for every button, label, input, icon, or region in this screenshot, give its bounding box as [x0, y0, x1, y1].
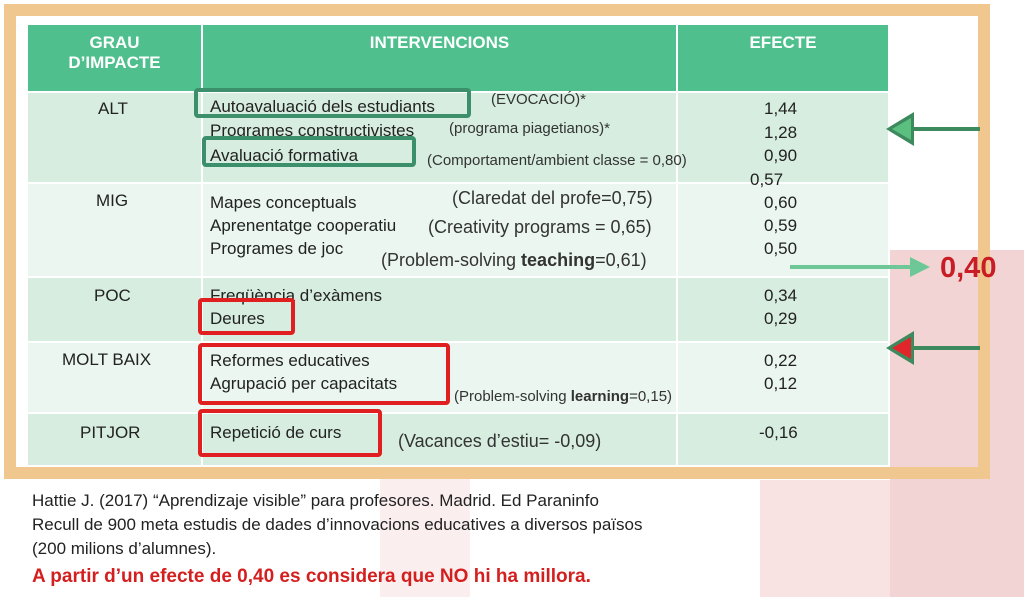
effect-value: 1,44	[764, 99, 798, 118]
intervention-item: Avaluació formativa	[210, 146, 359, 165]
effect-value: 0,34	[764, 286, 798, 305]
effect-value: 0,22	[764, 351, 798, 370]
note-text: =0,15)	[629, 388, 673, 405]
annotation-problem-solving-learning	[454, 388, 672, 405]
impact-table	[28, 25, 888, 465]
note-text: (Problem-solving	[381, 250, 522, 270]
note-bold: learning	[570, 388, 630, 405]
grau-pitjor: PITJOR	[80, 423, 141, 442]
effect-value: 0,12	[764, 374, 798, 393]
annotation-note: (EVOCACIÓ)*	[491, 91, 587, 108]
annotation-problem-solving-teaching	[381, 250, 647, 271]
header-efecte: EFECTE	[678, 25, 888, 91]
row-poc	[28, 278, 888, 341]
highlight-box-green	[194, 88, 471, 118]
column-divider	[676, 91, 678, 465]
annotation-note: (Creativity programs = 0,65)	[428, 217, 652, 237]
intervention-item: Mapes conceptuals	[210, 193, 357, 212]
note-text: =0,61)	[595, 250, 647, 270]
effect-value: 0,90	[764, 146, 798, 165]
header-grau-line2: D’IMPACTE	[68, 53, 161, 72]
effect-value: -0,16	[759, 423, 798, 442]
arrow-left-green-icon	[880, 108, 990, 152]
annotation-note: (programa piagetianos)*	[449, 120, 610, 137]
effect-value: 0,59	[764, 216, 798, 235]
highlight-box-green	[202, 136, 416, 167]
intervention-item: Aprenentatge cooperatiu	[210, 216, 397, 235]
intervention-item: Programes de joc	[210, 239, 344, 258]
grau-poc: POC	[94, 286, 131, 305]
intervention-item: Deures	[210, 309, 265, 328]
annotation-note: (Comportament/ambient classe = 0,80)	[427, 152, 687, 169]
intervention-item: Reformes educatives	[210, 351, 370, 370]
threshold-label: 0,40	[940, 252, 997, 284]
effect-value: 1,28	[764, 123, 798, 142]
grau-alt: ALT	[98, 99, 128, 118]
header-grau	[28, 25, 201, 91]
effect-value: 0,50	[764, 239, 798, 258]
note-text: (Problem-solving	[454, 388, 571, 405]
intervention-item: Autoavaluació dels estudiants	[210, 97, 435, 116]
citation-line: (200 milions d’alumnes).	[32, 539, 217, 558]
watermark-block	[760, 480, 890, 597]
intervention-item: Freqüència d’exàmens	[210, 286, 382, 305]
intervention-item: Agrupació per capacitats	[210, 374, 398, 393]
arrow-right-threshold-icon	[780, 257, 940, 277]
intervention-item: Repetició de curs	[210, 423, 342, 442]
citation-line: Hattie J. (2017) “Aprendizaje visible” para profesores. Madrid. Ed Paraninfo	[32, 491, 599, 510]
citation-line: Recull de 900 meta estudis de dades d’innovacions educatives a diversos països	[32, 515, 643, 534]
annotation-note: (Vacances d’estiu= -0,09)	[398, 431, 602, 451]
effect-value: 0,29	[764, 309, 798, 328]
highlight-box-red	[198, 343, 450, 405]
conclusion-text: A partir d’un efecte de 0,40 es considera que NO hi ha millora.	[32, 566, 591, 587]
grau-molt-baix: MOLT BAIX	[62, 350, 152, 369]
effect-value: 0,57	[750, 170, 784, 189]
grau-mig: MIG	[96, 191, 129, 210]
header-intervencions: INTERVENCIONS	[203, 25, 676, 91]
intervention-item: Programes constructivistes	[210, 121, 415, 140]
header-grau-line1: GRAU	[89, 33, 140, 52]
highlight-box-red	[198, 409, 382, 457]
annotation-note: (Claredat del profe=0,75)	[452, 188, 653, 208]
note-bold: teaching	[521, 250, 596, 270]
effect-value: 0,60	[764, 193, 798, 212]
arrow-left-red-icon	[880, 327, 990, 371]
highlight-box-red	[198, 298, 295, 335]
